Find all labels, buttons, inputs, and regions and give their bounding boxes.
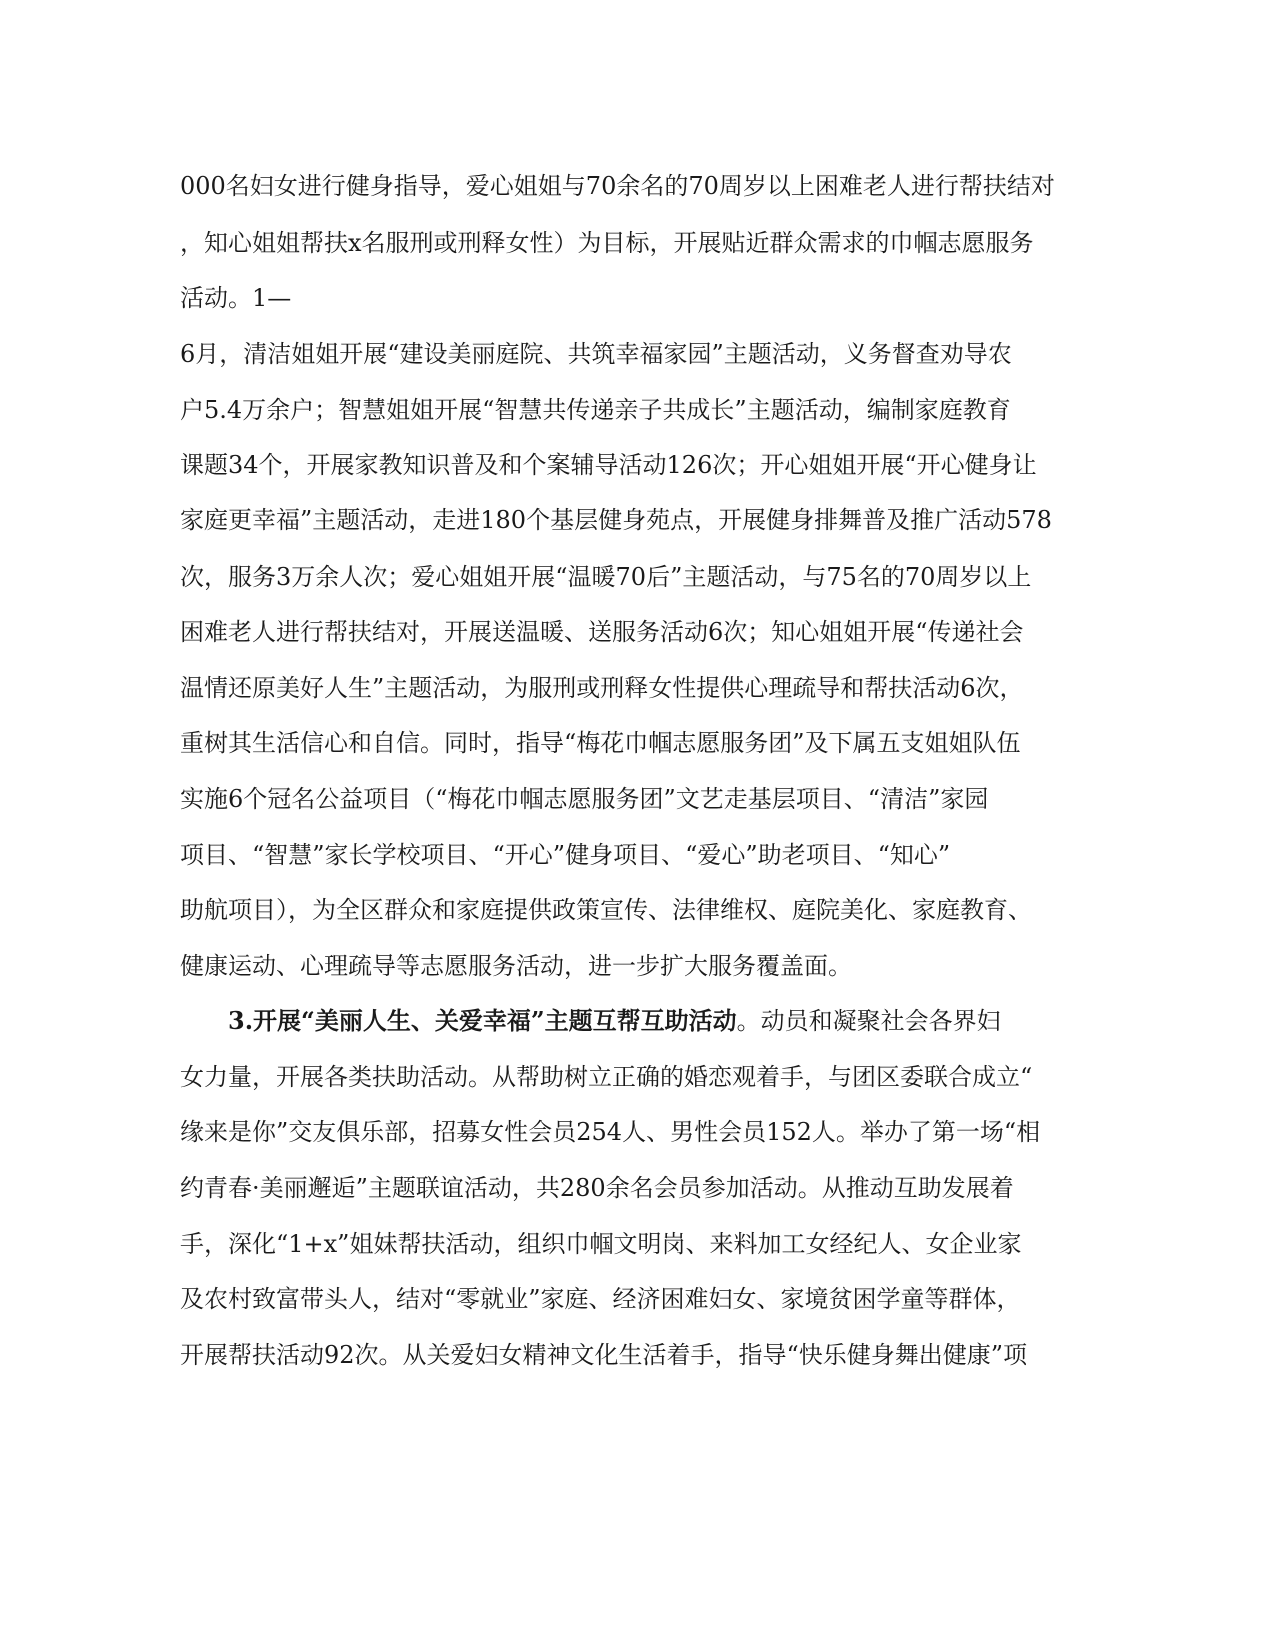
text-line: 000名妇女进行健身指导，爱心姐姐与70余名的70周岁以上困难老人进行帮扶结对 <box>180 172 1055 200</box>
text-line: 家庭更幸福”主题活动，走进180个基层健身苑点，开展健身排舞普及推广活动578 <box>180 506 1052 534</box>
text-line: 项目、“智慧”家长学校项目、“开心”健身项目、“爱心”助老项目、“知心” <box>180 841 951 869</box>
text-line: 户5.4万余户；智慧姐姐开展“智慧共传递亲子共成长”主题活动，编制家庭教育 <box>180 396 1011 424</box>
text-line: 约青春·美丽邂逅”主题联谊活动，共280余名会员参加活动。从推动互助发展着 <box>180 1174 1014 1202</box>
section-heading-line <box>228 1005 1001 1037</box>
text-line: 助航项目），为全区群众和家庭提供政策宣传、法律维权、庭院美化、家庭教育、 <box>180 896 1032 924</box>
text-line: ，知心姐姐帮扶x名服刑或刑释女性）为目标，开展贴近群众需求的巾帼志愿服务 <box>180 229 1034 257</box>
section-heading: 3.开展“美丽人生、关爱幸福”主题互帮互助活动 <box>228 1006 737 1035</box>
text-line: 及农村致富带头人，结对“零就业”家庭、经济困难妇女、家境贫困学童等群体， <box>180 1285 1021 1313</box>
text-line: 温情还原美好人生”主题活动，为服刑或刑释女性提供心理疏导和帮扶活动6次， <box>180 674 1024 702</box>
text-line: 女力量，开展各类扶助活动。从帮助树立正确的婚恋观着手，与团区委联合成立“ <box>180 1063 1033 1091</box>
text-line: 课题34个，开展家教知识普及和个案辅导活动126次；开心姐姐开展“开心健身让 <box>180 451 1037 479</box>
text-line: 手，深化“1+x”姐妹帮扶活动，组织巾帼文明岗、来料加工女经纪人、女企业家 <box>180 1230 1022 1258</box>
text-line: 实施6个冠名公益项目（“梅花巾帼志愿服务团”文艺走基层项目、“清洁”家园 <box>180 785 989 813</box>
text-line: 开展帮扶活动92次。从关爱妇女精神文化生活着手，指导“快乐健身舞出健康”项 <box>180 1341 1028 1369</box>
text-line: 次，服务3万余人次；爱心姐姐开展“温暖70后”主题活动，与75名的70周岁以上 <box>180 563 1032 591</box>
text-line: 健康运动、心理疏导等志愿服务活动，进一步扩大服务覆盖面。 <box>180 952 852 980</box>
text-line: 重树其生活信心和自信。同时，指导“梅花巾帼志愿服务团”及下属五支姐姐队伍 <box>180 729 1021 757</box>
text-line: 困难老人进行帮扶结对，开展送温暖、送服务活动6次；知心姐姐开展“传递社会 <box>180 618 1024 646</box>
heading-continuation: 。动员和凝聚社会各界妇 <box>736 1007 1001 1035</box>
text-line: 活动。1— <box>180 284 292 312</box>
text-line: 缘来是你”交友俱乐部，招募女性会员254人、男性会员152人。举办了第一场“相 <box>180 1118 1041 1146</box>
text-line: 6月，清洁姐姐开展“建设美丽庭院、共筑幸福家园”主题活动，义务督查劝导农 <box>180 340 1012 368</box>
